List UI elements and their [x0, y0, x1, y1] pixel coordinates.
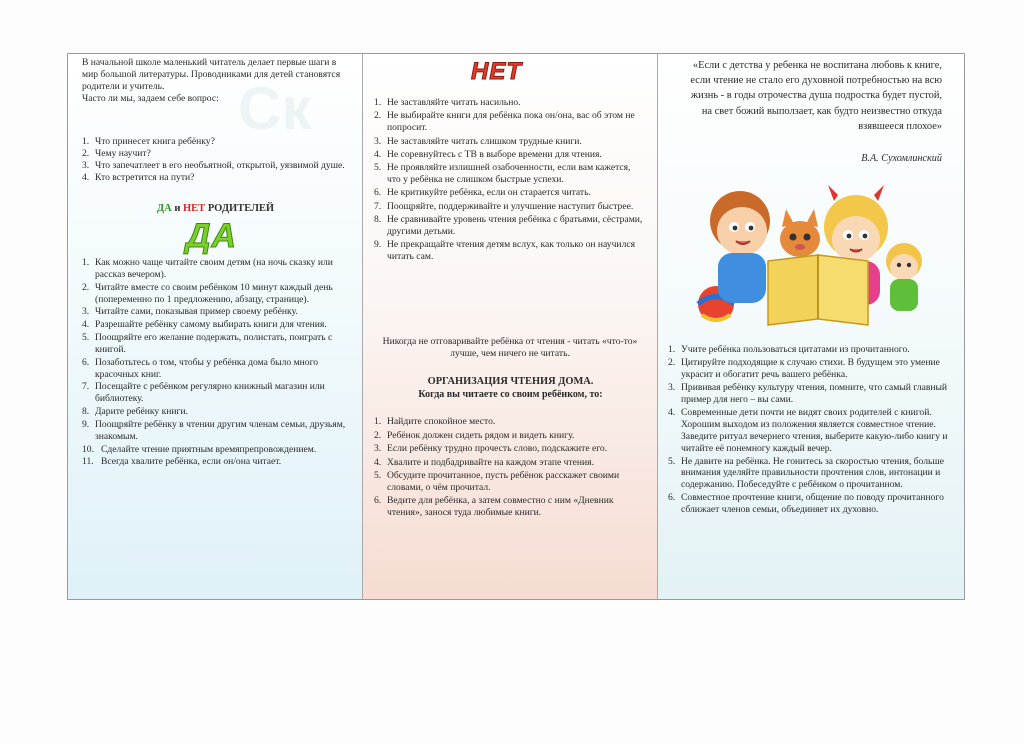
- list-item: 1. Найдите спокойное место.: [374, 416, 496, 427]
- list-item: 2. Ребёнок должен сидеть рядом и видеть книгу.: [374, 429, 575, 441]
- list-item: 2. Не выбирайте книги для ребёнка пока он/она, вас об этом не попросит.: [374, 110, 635, 134]
- net-list: [374, 97, 646, 264]
- list-item: 7. Посещайте с ребёнком регулярно книжный магазин или библиотеку.: [82, 381, 325, 405]
- org-list: [374, 416, 646, 521]
- quote-author: В.А. Сухомлинский: [861, 153, 942, 164]
- list-item: 3. Что запечатлеет в его необъятной, открытой, уязвимой душе.: [82, 159, 345, 171]
- leaflet-sheet: [67, 53, 965, 600]
- list-item: 2. Чему научит?: [82, 147, 151, 159]
- list-item: 4. Разрешайте ребёнку самому выбирать книги для чтения.: [82, 319, 327, 331]
- list-item: 2. Цитируйте подходящие к случаю стихи. В будущем это умение украсит и обогатит речь вашего ребёнка.: [668, 357, 940, 380]
- list-item: 5. Не проявляйте излишней озабоченности, если вам кажется, что у ребёнка не слишком быстрые успехи.: [374, 162, 631, 185]
- intro-paragraph: [82, 57, 350, 105]
- list-item: 1. Что принесет книга ребёнку?: [82, 136, 215, 147]
- list-item: 4. Кто встретится на пути?: [82, 171, 195, 183]
- list-item: 11. Всегда хвалите ребёнка, если он/она читает.: [82, 456, 282, 468]
- list-item: 8. Дарите ребёнку книги.: [82, 406, 189, 418]
- list-item: 5. Поощряйте его желание подержать, полистать, поиграть с книгой.: [82, 332, 333, 355]
- panel-middle: [363, 54, 658, 599]
- background-watermark: Ск: [238, 75, 312, 142]
- net-logo: НЕТ: [471, 58, 522, 85]
- list-item: 4. Современные дети почти не видят своих родителей с книгой. Хорошим выходом из положения является совместное чтение. Заведите ритуал вечернего чтения, выберите какую-либо книгу и читайте её понемногу каждый вечер.: [668, 406, 948, 454]
- list-item: 3. Прививая ребёнку культуру чтения, помните, что самый главный пример для него – вы сами.: [668, 381, 948, 405]
- list-item: 6. Позаботьтесь о том, чтобы у ребёнка дома было много красочных книг.: [82, 356, 319, 380]
- list-item: 5. Обсудите прочитанное, пусть ребёнок расскажет своими словами, о чём прочитал.: [374, 470, 620, 493]
- list-item: 1. Как можно чаще читайте своим детям (на ночь сказку или рассказ вечером).: [82, 257, 333, 280]
- da-list: [82, 257, 352, 469]
- quote-text: «Если с детства у ребенка не воспитана любовь к книге, если чтение не стало его духовной потребностью на всю жизнь - в годы отрочества душа подростка будет пустой, на свет божий выползает, как будто неизвестно откуда взявшееся плохое»: [690, 60, 942, 132]
- list-item: 9. Не прекращайте чтения детям вслух, как только он научился читать сам.: [374, 239, 636, 262]
- questions-list: [82, 136, 350, 184]
- list-item: 3. Не заставляйте читать слишком трудные книги.: [374, 135, 582, 147]
- list-item: 6. Ведите для ребёнка, а затем совместно с ним «Дневник чтения», занося туда любимые книги.: [374, 495, 614, 519]
- list-item: 7. Поощряйте, поддерживайте и улучшение наступит быстрее.: [374, 200, 634, 212]
- question-intro: Часто ли мы, задаем себе вопрос:: [82, 92, 219, 104]
- list-item: 1. Учите ребёнка пользоваться цитатами из прочитанного.: [668, 344, 910, 355]
- list-item: 5. Не давите на ребёнка. Не гонитесь за скоростью чтения, больше внимания уделяйте правильности прочтения слов, интонации и содержанию. Побеседуйте с ребёнком о прочитанном.: [668, 455, 945, 491]
- tips-list: [668, 344, 950, 517]
- never-note: Никогда не отговаривайте ребёнка от чтения - читать «что-то» лучше, чем ничего не читать.: [382, 336, 638, 359]
- list-item: 1. Не заставляйте читать насильно.: [374, 97, 521, 108]
- list-item: 6. Совместное прочтение книги, общение по поводу прочитанного сближает членов семьи, объединяет их духовно.: [668, 492, 944, 516]
- org-subheading: Когда вы читаете со своим ребёнком, то:: [418, 389, 603, 400]
- da-net-heading: ДА и НЕТ РОДИТЕЛЕЙ: [156, 203, 275, 214]
- da-logo: ДА: [186, 217, 238, 255]
- list-item: 4. Не соревнуйтесь с ТВ в выборе времени для чтения.: [374, 148, 602, 160]
- children-reading-illustration: [678, 169, 948, 329]
- list-item: 3. Читайте сами, показывая пример своему ребёнку.: [82, 306, 298, 318]
- list-item: 8. Не сравнивайте уровень чтения ребёнка с братьями, сёстрами, другими детьми.: [374, 213, 643, 237]
- list-item: 10. Сделайте чтение приятным времяпрепровождением.: [82, 443, 317, 455]
- list-item: 3. Если ребёнку трудно прочесть слово, подскажите его.: [374, 443, 608, 454]
- list-item: 9. Поощряйте ребёнку в чтении другим членам семьи, друзьям, знакомым.: [82, 418, 346, 442]
- intro-text: В начальной школе маленький читатель делает первые шаги в мир большой литературы. Проводниками для детей становятся родители и учитель.: [82, 57, 341, 92]
- list-item: 4. Хвалите и подбадривайте на каждом этапе чтения.: [374, 456, 594, 468]
- org-heading: ОРГАНИЗАЦИЯ ЧТЕНИЯ ДОМА.: [427, 376, 594, 387]
- list-item: 6. Не критикуйте ребёнка, если он старается читать.: [374, 187, 591, 199]
- list-item: 2. Читайте вместе со своим ребёнком 10 минут каждый день (попеременно по 1 предложению, абзацу, странице).: [82, 281, 333, 305]
- panel-left: [68, 54, 363, 599]
- panel-right: [658, 54, 964, 599]
